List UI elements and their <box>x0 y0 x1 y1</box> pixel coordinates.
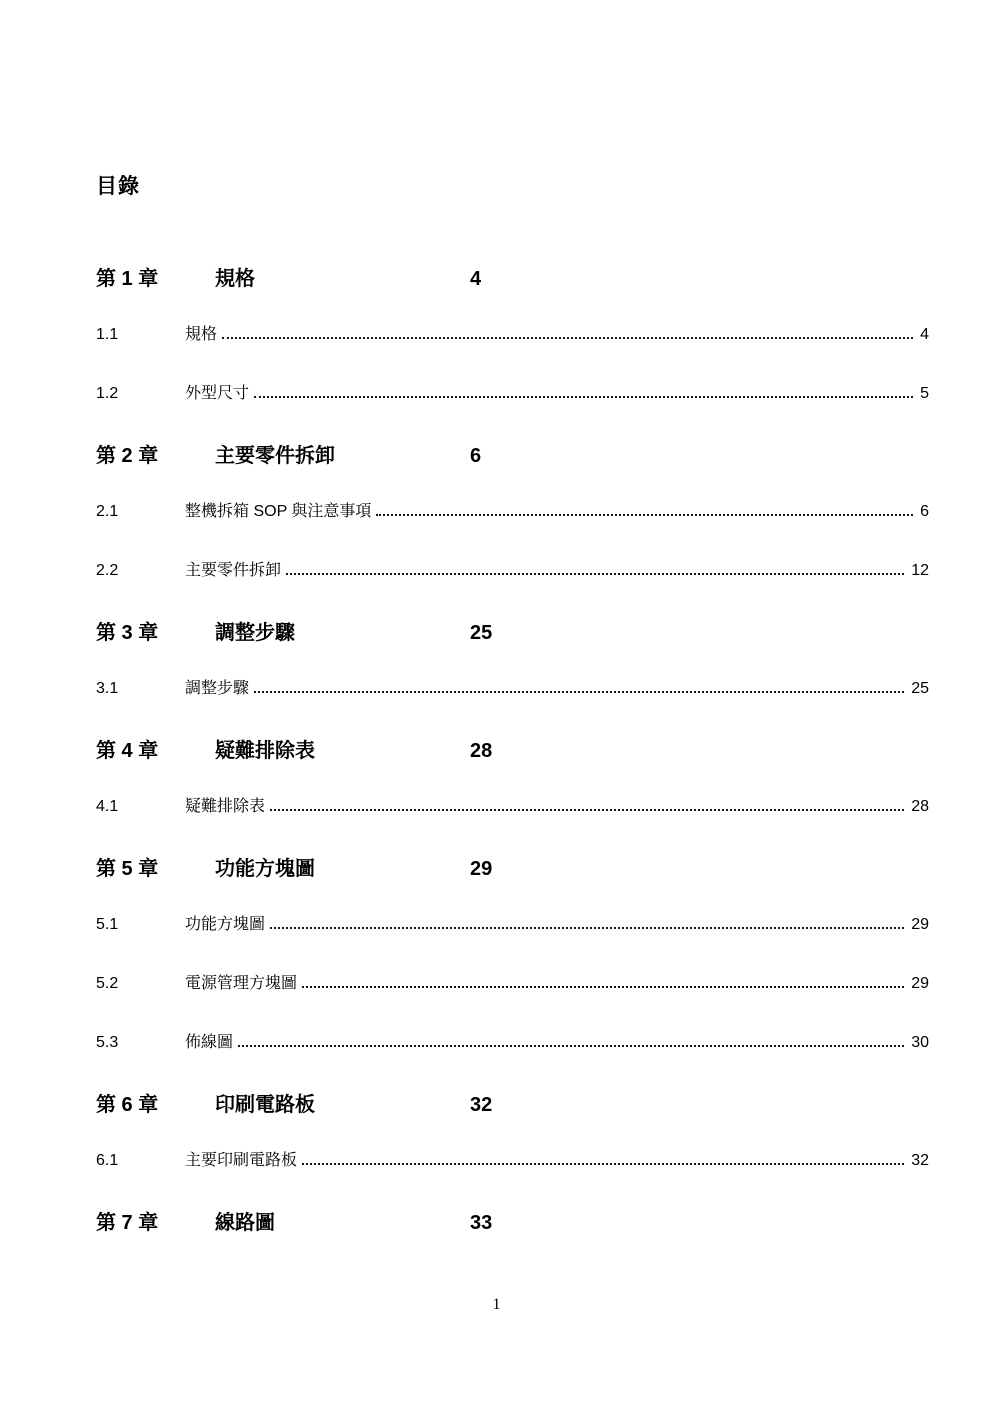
entry-page-number: 32 <box>470 1094 493 1116</box>
entry-number: 第 6 章 <box>96 1094 159 1116</box>
entry-number: 4.1 <box>96 798 119 815</box>
entry-number: 第 7 章 <box>96 1212 159 1234</box>
entry-number: 1.2 <box>96 385 119 402</box>
dot-leader <box>254 393 913 398</box>
toc-section-row <box>96 380 929 404</box>
dot-leader <box>270 924 904 929</box>
entry-title: 調整步驟 <box>185 680 250 697</box>
entry-number: 2.1 <box>96 503 119 520</box>
toc-chapter-row <box>96 852 929 880</box>
entry-page-number: 28 <box>911 798 929 815</box>
entry-page-number: 33 <box>470 1212 493 1234</box>
entry-title: 主要零件拆卸 <box>215 445 335 467</box>
entry-page-number: 25 <box>470 622 493 644</box>
toc-chapter-row <box>96 1088 929 1116</box>
entry-title: 佈線圖 <box>185 1034 234 1051</box>
entry-page-number: 6 <box>470 445 482 467</box>
entry-page-number: 30 <box>911 1034 929 1051</box>
entry-page-number: 5 <box>920 385 929 402</box>
entry-number: 2.2 <box>96 562 119 579</box>
entry-title: 規格 <box>215 268 255 290</box>
entry-number: 第 3 章 <box>96 622 159 644</box>
dot-leader <box>302 983 904 988</box>
entry-title: 規格 <box>185 326 218 343</box>
dot-leader <box>302 1160 904 1165</box>
entry-page-number: 25 <box>911 680 929 697</box>
entry-page-number: 28 <box>470 740 493 762</box>
entry-title: 主要零件拆卸 <box>185 562 282 579</box>
entry-number: 第 5 章 <box>96 858 159 880</box>
entry-title: 疑難排除表 <box>185 798 266 815</box>
entry-title: 外型尺寸 <box>185 385 250 402</box>
dot-leader <box>222 334 913 339</box>
entry-page-number: 4 <box>470 268 482 290</box>
entry-number: 6.1 <box>96 1152 119 1169</box>
entry-page-number: 29 <box>911 916 929 933</box>
toc-list <box>96 262 929 1234</box>
footer-page-number: 1 <box>492 1296 501 1313</box>
entry-number: 5.1 <box>96 916 119 933</box>
entry-number: 5.3 <box>96 1034 119 1051</box>
toc-chapter-row <box>96 262 929 290</box>
toc-section-row <box>96 321 929 345</box>
toc-section-row <box>96 911 929 935</box>
toc-section-row <box>96 1147 929 1171</box>
toc-section-row <box>96 793 929 817</box>
entry-title: 調整步驟 <box>215 622 295 644</box>
toc-section-row <box>96 675 929 699</box>
dot-leader <box>286 570 904 575</box>
entry-title: 整機拆箱 SOP 與注意事項 <box>185 503 372 520</box>
dot-leader <box>270 806 904 811</box>
entry-number: 5.2 <box>96 975 119 992</box>
entry-page-number: 4 <box>920 326 929 343</box>
entry-number: 第 1 章 <box>96 268 159 290</box>
toc-chapter-row <box>96 616 929 644</box>
entry-title: 線路圖 <box>215 1212 275 1234</box>
entry-number: 第 4 章 <box>96 740 159 762</box>
dot-leader <box>376 511 913 516</box>
toc-content <box>96 170 929 1265</box>
toc-section-row <box>96 1029 929 1053</box>
entry-page-number: 12 <box>911 562 929 579</box>
dot-leader <box>238 1042 904 1047</box>
toc-section-row <box>96 557 929 581</box>
toc-chapter-row <box>96 1206 929 1234</box>
toc-section-row <box>96 970 929 994</box>
toc-section-row <box>96 498 929 522</box>
toc-chapter-row <box>96 734 929 762</box>
entry-page-number: 32 <box>911 1152 929 1169</box>
page-title: 目錄 <box>96 175 140 198</box>
entry-title: 印刷電路板 <box>215 1094 315 1116</box>
entry-title: 疑難排除表 <box>215 740 315 762</box>
entry-title: 電源管理方塊圖 <box>185 975 298 992</box>
entry-title: 功能方塊圖 <box>215 858 315 880</box>
entry-number: 1.1 <box>96 326 119 343</box>
entry-page-number: 6 <box>920 503 929 520</box>
entry-number: 第 2 章 <box>96 445 159 467</box>
entry-page-number: 29 <box>470 858 493 880</box>
entry-title: 主要印刷電路板 <box>185 1152 298 1169</box>
entry-title: 功能方塊圖 <box>185 916 266 933</box>
entry-number: 3.1 <box>96 680 119 697</box>
entry-page-number: 29 <box>911 975 929 992</box>
dot-leader <box>254 688 904 693</box>
toc-chapter-row <box>96 439 929 467</box>
